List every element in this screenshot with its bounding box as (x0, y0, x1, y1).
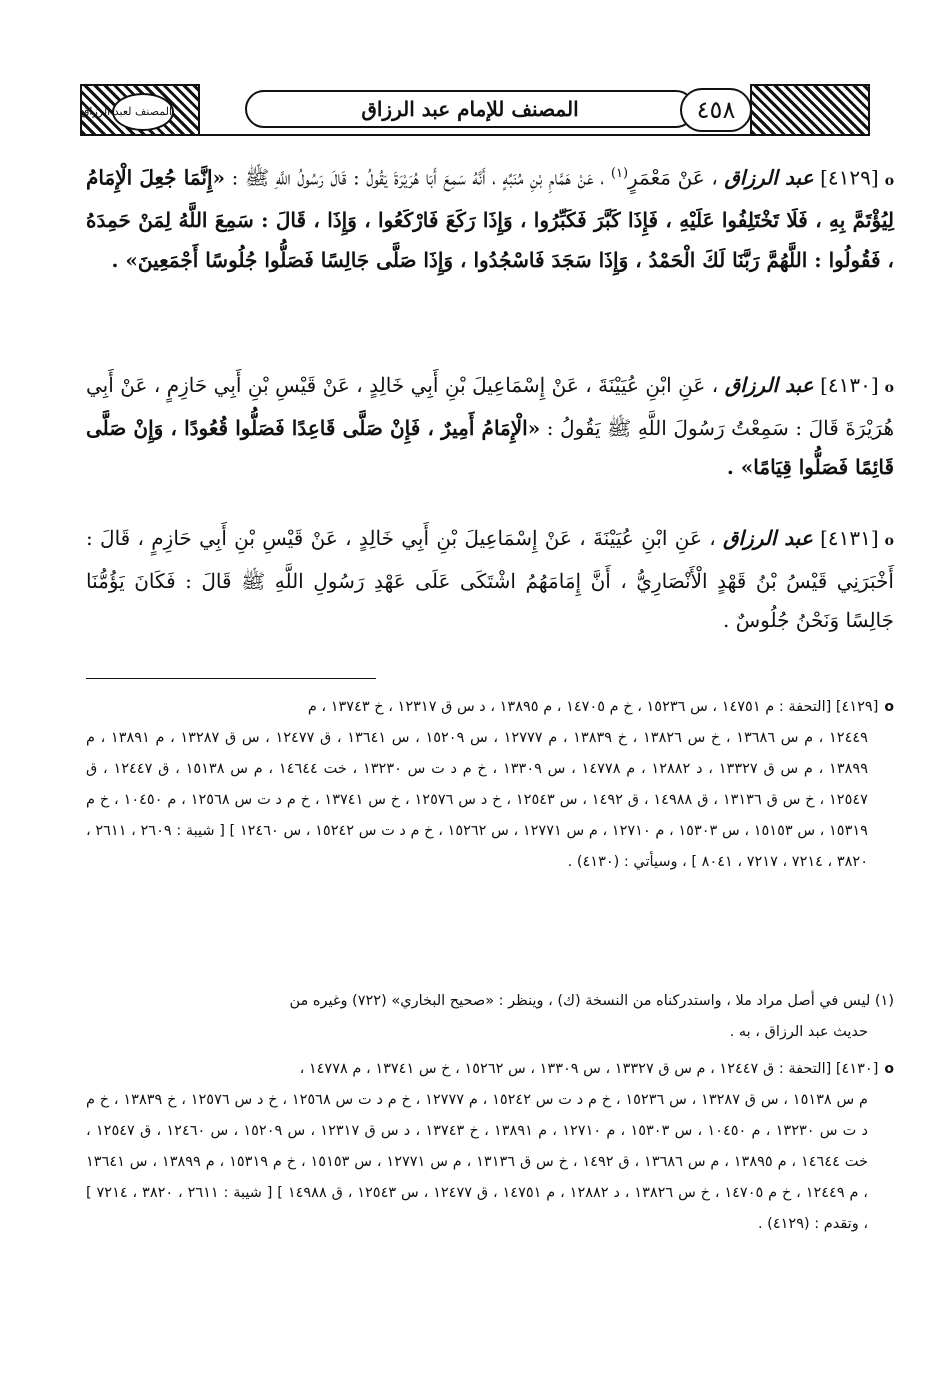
page-number: ٤٥٨ (696, 96, 736, 124)
note-marker: o (884, 699, 894, 715)
header-ornament-left (80, 84, 200, 136)
hadith-marker: o (884, 172, 895, 189)
hadith-4130 (86, 366, 894, 488)
hadith-text: «الْإِمَامُ أَمِيرٌ ، فَإِنْ صَلَّى قَاعِدًا فَصَلُّوا قُعُودًا ، وَإِنْ صَلَّى قَائِمًا فَصَلُّوا قِيَامًا» . (86, 415, 894, 479)
note-marker: o (884, 1061, 894, 1077)
note-first-line (86, 1054, 894, 1085)
narrator-name: عبد الرزاق (722, 526, 813, 550)
note-text: [٤١٣٠] [التحفة : ق ١٢٤٤٧ ، م س ق ١٣٣٢٧ ، س ١٣٣٠٩ ، س ١٥٢٦٢ ، خ س ١٣٧٤١ ، م ١٤٧٧٨ ، (299, 1061, 879, 1077)
running-title-frame (245, 90, 695, 128)
footnote-first-line: (١) ليس في أصل مراد ملا ، واستدركناه من النسخة (ك) ، وينظر : «صحيح البخاري» (٧٢٢) وغيره من (289, 993, 894, 1009)
running-title: المصنف للإمام عبد الرزاق (361, 97, 579, 121)
note-first-line (86, 692, 894, 723)
hadith-4129 (86, 154, 894, 280)
takhrij-note-4130 (86, 1054, 894, 1240)
footnote-divider (86, 678, 376, 679)
page-header (80, 84, 870, 136)
header-rule (80, 134, 870, 136)
isnad: ، عَنِ ابْنِ عُيَيْنَةَ ، عَنْ إِسْمَاعِيلَ بْنِ أَبِي خَالِدٍ ، عَنْ قَيْسِ بْنِ أَبِي حَازِمٍ ، عَنْ أَبِي هُرَيْرَةَ قَالَ : سَمِعْتُ رَسُولَ اللَّهِ ﷺ يَقُولُ : (86, 373, 894, 440)
hadith-text: «إِنَّمَا جُعِلَ الْإِمَامُ لِيُؤْتَمَّ بِهِ ، فَلَا تَخْتَلِفُوا عَلَيْهِ ، فَإِذَا كَبَّرَ فَكَبِّرُوا ، وَإِذَا رَكَعَ فَارْكَعُوا ، وَإِذَا ، قَالَ : سَمِعَ اللَّهُ لِمَنْ حَمِدَهُ ، فَقُولُوا : اللَّهُمَّ رَبَّنَا لَكَ الْحَمْدُ ، وَإِذَا سَجَدَ فَاسْجُدُوا ، وَإِذَا صَلَّى جَالِسًا فَصَلُّوا جُلُوسًا أَجْمَعِينَ» . (86, 165, 894, 272)
hadith-number: [٤١٣١] (820, 526, 879, 550)
takhrij-note-4129 (86, 692, 894, 878)
isnad: ، عَنْ مَعْمَرٍ (628, 165, 718, 190)
footnote-reference[interactable]: (١) (610, 166, 629, 181)
isnad-continued: ، عَنْ هَمَّامِ بْنِ مُنَبِّهٍ ، أَنَّهُ سَمِعَ أَبَا هُرَيْرَةَ يَقُولُ : قَالَ رَسُولُ اللَّهِ ﷺ : (231, 165, 605, 190)
hadith-marker: o (884, 533, 895, 549)
page-number-frame (680, 88, 752, 132)
hadith-4131 (86, 519, 894, 641)
note-text: [٤١٢٩] [التحفة : م ١٤٧٥١ ، س ١٥٢٣٦ ، خ م ١٤٧٠٥ ، م ١٣٨٩٥ ، د س ق ١٢٣١٧ ، خ ١٣٧٤٣ ، م (307, 699, 879, 715)
note-continuation: ١٢٤٤٩ ، م س ١٣٦٨٦ ، خ س ١٣٨٢٦ ، خ ١٣٨٣٩ ، م ١٢٧٧٧ ، س ١٥٢٠٩ ، س ١٣٦٤١ ، ق ١٢٤٧٧ ، س ق ١٣٢٨٧ ، م ١٣٨٩١ ، م ١٣٨٩٩ ، م س ق ١٣٣٢٧ ، د ١٢٨٨٢ ، م ١٤٧٧٨ ، س ١٣٣٠٩ ، خ م د ت س ١٣٢٣٠ ، خت ١٤٦٤٤ ، م س ١٥١٣٨ ، ق ١٢٤٤٧ ، ق ١٢٥٤٧ ، خ س ق ١٣١٣٦ ، ق ١٤٩٨٨ ، ق ١٤٩٢ ، س ١٢٥٤٣ ، خ د س ١٢٥٧٦ ، خ س ١٣٧٤١ ، خ م د ت س ١٢٥٦٨ ، م ١٠٤٥٠ ، خ م ١٥٣١٩ ، س ١٥١٥٣ ، س ١٥٣٠٣ ، م ١٢٧١٠ ، م س ١٢٧٧١ ، س ١٥٢٦٢ ، خ م د ت س ١٥٢٤٢ ، س ١٢٤٦٠ ] [ شيبة : ٢٦٠٩ ، ٢٦١١ ، ٣٨٢٠ ، ٧٢١٤ ، ٧٢١٧ ، ٨٠٤١ ] ، وسيأتي : (٤١٣٠) . (86, 730, 868, 870)
hadith-number: [٤١٣٠] (820, 373, 879, 397)
hadith-number: [٤١٢٩] (820, 165, 879, 190)
hadith-marker: o (884, 380, 895, 396)
header-ornament-right (750, 84, 870, 136)
narrator-name: عبد الرزاق (724, 165, 814, 190)
narrator-name: عبد الرزاق (724, 373, 814, 397)
book-emblem: المصنف لعبد الرزاق (112, 93, 174, 131)
footnote-1 (86, 986, 894, 1048)
isnad: ، عَنِ ابْنِ عُيَيْنَةَ ، عَنْ إِسْمَاعِيلَ بْنِ أَبِي خَالِدٍ ، عَنْ قَيْسِ بْنِ أَبِي حَازِمٍ ، قَالَ : أَخْبَرَنِي قَيْسُ بْنُ قَهْدٍ الْأَنْصَارِيُّ ، أَنَّ إِمَامَهُمُ اشْتَكَى عَلَى عَهْدِ رَسُولِ اللَّهِ ﷺ قَالَ : فَكَانَ يَؤُمُّنَا جَالِسًا وَنَحْنُ جُلُوسٌ . (86, 526, 894, 632)
note-continuation: م س ١٥١٣٨ ، س ق ١٣٢٨٧ ، س ١٥٢٣٦ ، خ م د ت س ١٥٢٤٢ ، م ١٢٧٧٧ ، خ م د ت س ١٢٥٦٨ ، خ د س ١٢٥٧٦ ، خ ١٣٨٣٩ ، خ م د ت س ١٣٢٣٠ ، م ١٠٤٥٠ ، س ١٥٣٠٣ ، م ١٢٧١٠ ، م ١٣٨٩١ ، خ ١٣٧٤٣ ، د س ق ١٢٣١٧ ، س ١٥٢٠٩ ، س ١٢٤٦٠ ، ق ١٢٥٤٧ ، خت ١٤٦٤٤ ، م ١٣٨٩٥ ، م س ١٣٦٨٦ ، ق ١٤٩٢ ، خ س ق ١٣١٣٦ ، م س ١٢٧٧١ ، س ١٥١٥٣ ، خ م ١٥٣١٩ ، م ١٣٨٩٩ ، س ١٣٦٤١ ، م ١٢٤٤٩ ، خ م ١٤٧٠٥ ، خ س ١٣٨٢٦ ، د ١٢٨٨٢ ، م ١٤٧٥١ ، ق ١٢٤٧٧ ، س ١٢٥٤٣ ، ق ١٤٩٨٨ ] [ شيبة : ٢٦١١ ، ٣٨٢٠ ، ٧٢١٤ ] ، وتقدم : (٤١٢٩) . (86, 1092, 868, 1232)
footnote-continuation: حديث عبد الرزاق ، به . (729, 1024, 868, 1040)
